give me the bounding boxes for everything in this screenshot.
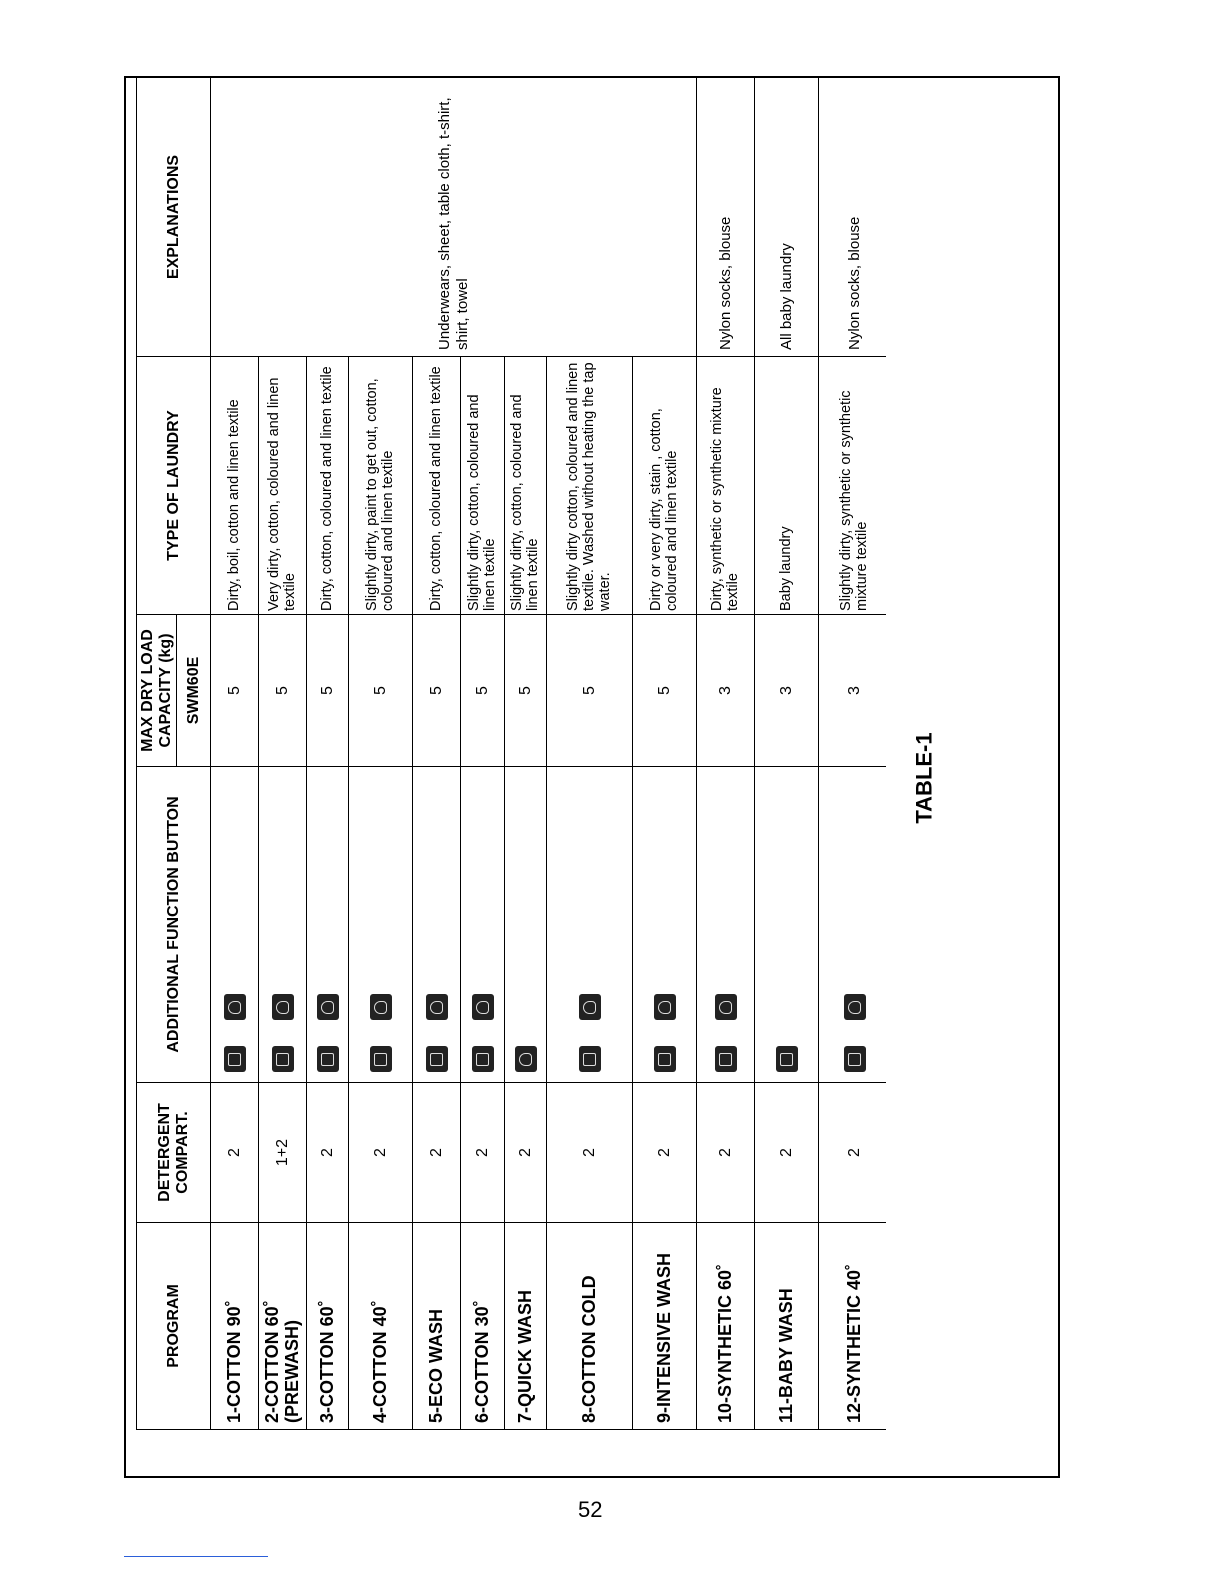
program-cell: 1-COTTON 90˚: [211, 1223, 259, 1430]
detergent-cell: 2: [547, 1083, 633, 1223]
capacity-cell: 5: [461, 615, 505, 767]
program-cell: 9-INTENSIVE WASH: [633, 1223, 697, 1430]
rotated-table-area: [136, 78, 886, 1430]
detergent-cell: 2: [349, 1083, 413, 1223]
prewash-icon: [776, 1046, 798, 1072]
capacity-cell: 5: [307, 615, 349, 767]
prewash-icon: [472, 1046, 494, 1072]
capacity-cell: 3: [755, 615, 819, 767]
prewash-icon: [654, 1046, 676, 1072]
function-icons: [307, 767, 349, 1083]
capacity-cell: 5: [259, 615, 307, 767]
detergent-cell: 2: [633, 1083, 697, 1223]
prewash-icon: [317, 1046, 339, 1072]
laundry-cell: Slightly dirty, cotton, coloured and linen textile: [505, 357, 547, 615]
header-program: PROGRAM: [137, 1223, 211, 1430]
header-explanations: EXPLANATIONS: [137, 78, 211, 357]
laundry-cell: Slightly dirty, cotton, coloured and linen textile: [461, 357, 505, 615]
table-caption: [905, 718, 945, 838]
extra-rinse-icon: [844, 994, 866, 1020]
detergent-cell: 2: [819, 1083, 886, 1223]
capacity-cell: 5: [413, 615, 461, 767]
laundry-cell: Dirty, cotton, coloured and linen textile: [307, 357, 349, 615]
function-icons: [755, 767, 819, 1083]
program-cell: 11-BABY WASH: [755, 1223, 819, 1430]
extra-rinse-icon: [715, 994, 737, 1020]
detergent-cell: 2: [413, 1083, 461, 1223]
function-icons: [505, 767, 547, 1083]
extra-rinse-icon: [472, 994, 494, 1020]
program-cell: 8-COTTON COLD: [547, 1223, 633, 1430]
program-cell: 4-COTTON 40˚: [349, 1223, 413, 1430]
program-cell: 5-ECO WASH: [413, 1223, 461, 1430]
program-cell: 12-SYNTHETIC 40˚: [819, 1223, 886, 1430]
capacity-cell: 5: [505, 615, 547, 767]
function-icons: [413, 767, 461, 1083]
prewash-icon: [579, 1046, 601, 1072]
capacity-cell: 5: [547, 615, 633, 767]
prewash-icon: [426, 1046, 448, 1072]
table-caption-text: TABLE-1: [912, 732, 938, 824]
program-cell: 6-COTTON 30˚: [461, 1223, 505, 1430]
extra-rinse-icon: [515, 1046, 537, 1072]
laundry-cell: Slightly dirty cotton, coloured and linen textile. Washed without heating the tap water.: [547, 357, 633, 615]
extra-rinse-icon: [579, 994, 601, 1020]
header-model: SWM60E: [177, 615, 211, 767]
program-cell: 10-SYNTHETIC 60˚: [697, 1223, 755, 1430]
laundry-cell: Slightly dirty, paint to get out, cotton, coloured and linen textile: [349, 357, 413, 615]
program-cell: 7-QUICK WASH: [505, 1223, 547, 1430]
function-icons: [259, 767, 307, 1083]
detergent-cell: 2: [755, 1083, 819, 1223]
laundry-cell: Dirty, boil, cotton and linen textile: [211, 357, 259, 615]
program-cell: 3-COTTON 60˚: [307, 1223, 349, 1430]
prewash-icon: [370, 1046, 392, 1072]
function-icons: [697, 767, 755, 1083]
function-icons: [349, 767, 413, 1083]
header-additional: ADDITIONAL FUNCTION BUTTON: [137, 767, 211, 1083]
capacity-cell: 5: [633, 615, 697, 767]
function-icons: [819, 767, 886, 1083]
extra-rinse-icon: [272, 994, 294, 1020]
function-icons: [461, 767, 505, 1083]
detergent-cell: 2: [307, 1083, 349, 1223]
extra-rinse-icon: [426, 994, 448, 1020]
prewash-icon: [224, 1046, 246, 1072]
explanation-cell: Nylon socks, blouse: [819, 78, 886, 357]
header-max-load: MAX DRY LOAD CAPACITY (kg): [137, 615, 177, 767]
footer-link-line: [124, 1556, 268, 1557]
detergent-cell: 2: [461, 1083, 505, 1223]
detergent-cell: 2: [211, 1083, 259, 1223]
extra-rinse-icon: [654, 994, 676, 1020]
extra-rinse-icon: [370, 994, 392, 1020]
laundry-cell: Dirty, cotton, coloured and linen textile: [413, 357, 461, 615]
laundry-cell: Baby laundry: [755, 357, 819, 615]
program-cell: 2-COTTON 60˚ (PREWASH): [259, 1223, 307, 1430]
laundry-cell: Very dirty, cotton, coloured and linen textile: [259, 357, 307, 615]
detergent-cell: 1+2: [259, 1083, 307, 1223]
header-laundry: TYPE OF LAUNDRY: [137, 357, 211, 615]
header-detergent: DETERGENT COMPART.: [137, 1083, 211, 1223]
capacity-cell: 3: [819, 615, 886, 767]
capacity-cell: 5: [211, 615, 259, 767]
extra-rinse-icon: [224, 994, 246, 1020]
detergent-cell: 2: [505, 1083, 547, 1223]
page-number: 52: [578, 1497, 603, 1522]
laundry-cell: Slightly dirty, synthetic or synthetic mixture textile: [819, 357, 886, 615]
function-icons: [211, 767, 259, 1083]
function-icons: [547, 767, 633, 1083]
capacity-cell: 3: [697, 615, 755, 767]
laundry-cell: Dirty, synthetic or synthetic mixture textile: [697, 357, 755, 615]
prewash-icon: [844, 1046, 866, 1072]
explanation-cell: Underwears, sheet, table cloth, t-shirt, shirt, towel: [211, 78, 697, 357]
laundry-cell: Dirty or very dirty, stain , cotton, coloured and linen textile: [633, 357, 697, 615]
capacity-cell: 5: [349, 615, 413, 767]
prewash-icon: [272, 1046, 294, 1072]
detergent-cell: 2: [697, 1083, 755, 1223]
extra-rinse-icon: [317, 994, 339, 1020]
program-table: [136, 78, 886, 1430]
prewash-icon: [715, 1046, 737, 1072]
explanation-cell: Nylon socks, blouse: [697, 78, 755, 357]
explanation-cell: All baby laundry: [755, 78, 819, 357]
function-icons: [633, 767, 697, 1083]
